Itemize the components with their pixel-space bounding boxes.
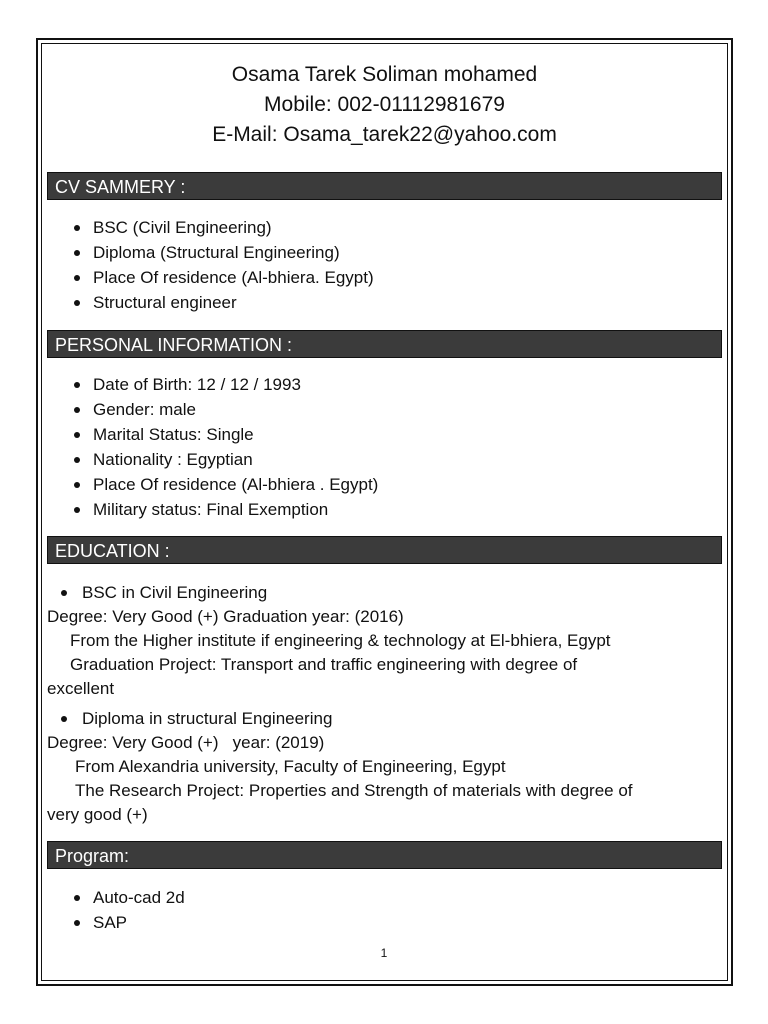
page-number: 1 [380, 946, 388, 960]
mobile-number: Mobile: 002-01112981679 [264, 93, 505, 116]
section-title-personal: PERSONAL INFORMATION : [47, 330, 722, 358]
education-project: Graduation Project: Transport and traffic engineering with degree of [70, 655, 578, 674]
list-item: Structural engineer [47, 290, 374, 315]
list-item: Nationality : Egyptian [47, 447, 378, 472]
education-degree: Degree: Very Good (+) Graduation year: (2016) [47, 607, 404, 626]
list-item: Auto-cad 2d [47, 885, 185, 910]
education-project: The Research Project: Properties and Strength of materials with degree of [75, 781, 633, 800]
education-degree: Degree: Very Good (+) year: (2019) [47, 733, 325, 752]
section-title-education: EDUCATION : [47, 536, 722, 564]
personal-info-list [47, 372, 378, 522]
list-item: Place Of residence (Al-bhiera . Egypt) [47, 472, 378, 497]
list-item: SAP [47, 910, 185, 935]
program-list [47, 885, 185, 935]
list-item: BSC (Civil Engineering) [47, 215, 374, 240]
section-title-program: Program: [47, 841, 722, 869]
education-institution: From the Higher institute if engineering & technology at El-bhiera, Egypt [70, 631, 611, 650]
email-address: E-Mail: Osama_tarek22@yahoo.com [212, 123, 557, 146]
summary-list [47, 215, 374, 315]
education-project-continued: very good (+) [47, 805, 148, 824]
applicant-name: Osama Tarek Soliman mohamed [231, 63, 538, 86]
list-item: Military status: Final Exemption [47, 497, 378, 522]
education-heading: BSC in Civil Engineering [47, 581, 722, 605]
list-item: Place Of residence (Al-bhiera. Egypt) [47, 265, 374, 290]
education-entry-diploma [47, 707, 722, 827]
list-item: Date of Birth: 12 / 12 / 1993 [47, 372, 378, 397]
list-item: Gender: male [47, 397, 378, 422]
education-entry-bsc [47, 581, 722, 701]
cv-header [41, 60, 728, 150]
education-institution: From Alexandria university, Faculty of Engineering, Egypt [75, 757, 506, 776]
list-item: Diploma (Structural Engineering) [47, 240, 374, 265]
education-heading: Diploma in structural Engineering [47, 707, 722, 731]
list-item: Marital Status: Single [47, 422, 378, 447]
section-title-summary: CV SAMMERY : [47, 172, 722, 200]
education-project-continued: excellent [47, 679, 115, 698]
